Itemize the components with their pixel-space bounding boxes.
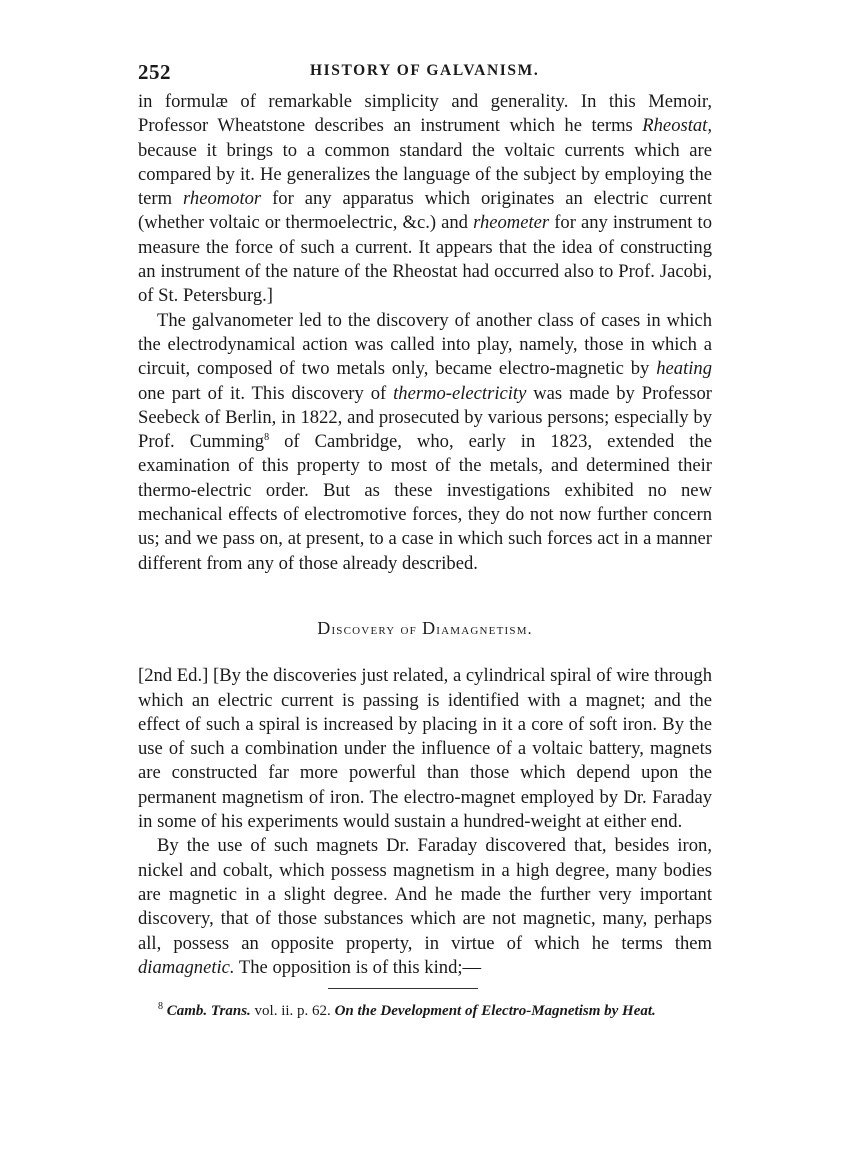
- footnote-volume: vol. ii. p. 62.: [250, 1003, 335, 1020]
- section-heading: [138, 616, 712, 642]
- paragraph-diamagnetism: [138, 834, 712, 980]
- text-span: [2nd Ed.] [By the discoveries just related, a cylindrical spiral of wire through which an electric current is passing is identified with a magnet; and the effect of such a spiral is increased by placing in it a core of soft iron. By the use of such a combination under the influence of a voltaic battery, magnets are constructed far more powerful than those which depend upon the permanent magnetism of iron. The electro-magnet employed by Dr. Faraday in some of his experiments would sustain a hundred-weight at either end.: [138, 665, 712, 833]
- text-span: for any apparatus which originates an electric current (whether voltaic or thermoelectric, &c.) and: [138, 188, 712, 234]
- italic-term-heating: heating: [656, 358, 712, 380]
- text-span: one part of it. This discovery of: [138, 382, 394, 404]
- footnote-source: Camb. Trans.: [166, 1003, 251, 1020]
- running-head: [138, 54, 712, 90]
- text-span: for any instrument to measure the force of such a current. It appears that the idea of constructing an instrument of the nature of the Rheostat had occurred also to Prof. Jacobi, of St. Petersburg.]: [138, 212, 712, 307]
- heading-rest: iamagnetism.: [436, 620, 533, 638]
- body-text: [138, 90, 712, 980]
- book-page: [138, 54, 712, 1021]
- footnote-mark: 8: [158, 1001, 163, 1013]
- italic-term-diamagnetic: diamagnetic.: [138, 956, 235, 978]
- heading-cap: D: [422, 617, 437, 638]
- footnote-rule: [328, 988, 478, 989]
- text-span: The galvanometer led to the discovery of another class of cases in which the electrodynamical action was called into play, namely, those in which a circuit, composed of two metals only, became electro-magnetic by: [138, 309, 712, 380]
- text-span: of Cambridge, who, early in 1823, extended the examination of this property to most of the metals, and determined their thermo-electric order. But as these investigations exhibited no new mechanical effects of electromotive forces, they do not now further concern us; and we pass on, at present, to a case in which such forces act in a manner different from any of those already described.: [138, 431, 713, 574]
- page-number: 252: [138, 60, 171, 84]
- text-span: By the use of such magnets Dr. Faraday discovered that, besides iron, nickel and cobalt, which possess magnetism in a high degree, many bodies are magnetic in a slight degree. And he made the further very important discovery, that of those substances which are not magnetic, many, perhaps all, possess an opposite property, in virtue of which he terms them: [138, 835, 712, 954]
- text-span: in formulæ of remarkable simplicity and generality. In this Memoir, Professor Wheatstone describes an instrument which he terms: [138, 91, 712, 137]
- heading-rest: iscovery: [331, 620, 396, 638]
- italic-term-thermo-electricity: thermo-electricity: [393, 382, 527, 404]
- text-span: was made by Professor Seebeck of Berlin, in 1822, and prosecuted by various persons; especially by Prof. Cumming: [138, 382, 712, 453]
- italic-term-rheomotor: rheomotor: [183, 188, 262, 210]
- footnote: [138, 1001, 712, 1021]
- paragraph-electro-magnet: [138, 664, 712, 834]
- footnote-title: On the Development of Electro-Magnetism by Heat.: [334, 1003, 656, 1020]
- text-span: The opposition is of this kind;—: [234, 956, 482, 978]
- heading-cap: D: [317, 617, 332, 638]
- italic-term-rheometer: rheometer: [473, 212, 550, 234]
- italic-term-rheostat: Rheostat,: [642, 115, 712, 137]
- paragraph-rheostat: [138, 90, 712, 309]
- footnote-reference: 8: [264, 431, 270, 443]
- heading-word: of: [400, 620, 417, 638]
- paragraph-thermo-electricity: [138, 309, 712, 576]
- running-title: HISTORY OF GALVANISM.: [310, 62, 540, 79]
- text-span: because it brings to a common standard the voltaic currents which are compared by it. He generalizes the language of the subject by employing the term: [138, 139, 712, 210]
